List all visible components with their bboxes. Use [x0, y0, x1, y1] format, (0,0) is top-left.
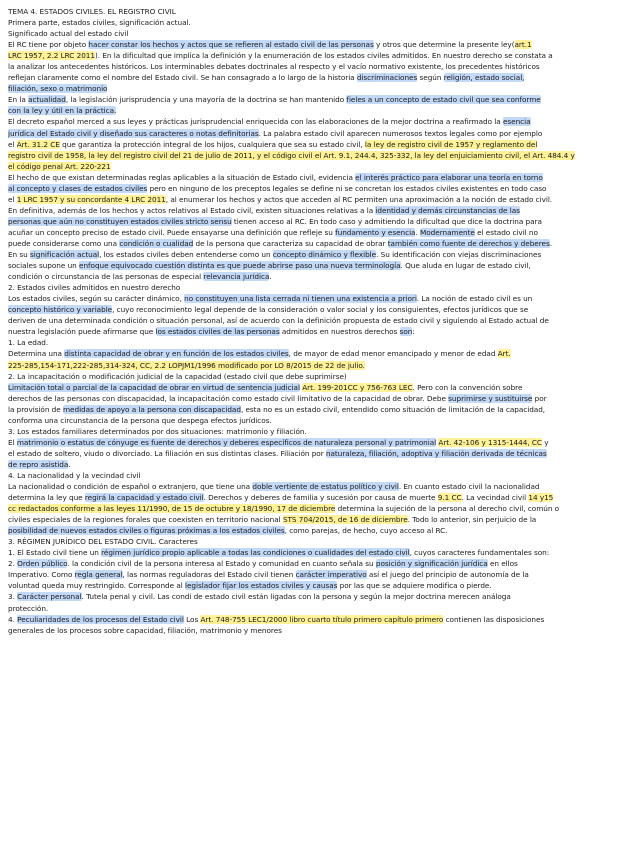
text-line	[8, 591, 628, 602]
highlight-yellow: Art. 748-755 LEC1/2000 libro cuarto título primero capítulo primero	[200, 614, 444, 624]
highlight-blue: no constituyen una lista cerrada ni tienen una existencia a priori	[184, 294, 417, 304]
highlight-blue: legislador fijar los estados civiles y causas	[184, 581, 338, 591]
highlight-blue: hacer constar los hechos y actos que se refieren al estado civil de las personas	[88, 40, 374, 50]
text-line	[8, 536, 628, 547]
text-line	[8, 72, 628, 83]
text-span: . Derechos y deberes de familia y sucesión por causa de muerte	[203, 493, 438, 503]
text-span: la provisión de	[8, 404, 63, 414]
text-line	[8, 183, 628, 194]
text-span: que garantiza la protección integral de los hijos, cualquiera que sea su estado civil,	[59, 139, 365, 149]
text-span: En definitiva, además de los hechos y actos relativos al Estado civil, existen situaciones relativas a la	[8, 205, 376, 215]
text-line	[8, 139, 628, 150]
highlight-yellow: Art.	[497, 349, 511, 359]
text-line	[8, 17, 628, 28]
text-span: Imperativo. Como	[8, 570, 75, 580]
text-line	[8, 315, 628, 326]
text-span: . Pero con la convención sobre	[412, 382, 523, 392]
text-line	[8, 547, 628, 558]
text-span: admitidos en nuestros derechos	[279, 327, 400, 337]
text-span: sociales supone un	[8, 261, 79, 271]
highlight-blue: distinta capacidad de obrar y en función de los estados civiles	[64, 349, 289, 359]
text-span: así el juego del principio de autonomía de la	[366, 570, 529, 580]
text-span: , la legislación jurisprudencia y una mayoría de la doctrina se han mantenido	[65, 95, 347, 105]
text-span: 3. RÉGIMEN JURÍDICO DEL ESTADO CIVIL. Caracteres	[8, 537, 198, 547]
text-line	[8, 293, 628, 304]
text-line	[8, 514, 628, 525]
highlight-blue: matrimonio o estatus de cónyuge es fuente de derechos y deberes específicos de naturaleza personal y patrimonial	[16, 437, 437, 447]
text-line	[8, 238, 628, 249]
text-span: según	[417, 73, 444, 83]
text-line	[8, 94, 628, 105]
text-span: El RC tiene por objeto	[8, 40, 89, 50]
text-line	[8, 503, 628, 514]
text-span: El decreto español merced a sus leyes y prácticas jurisprudencial enriquecida con las elaboraciones de la mejor doctrina a reafirmado la	[8, 117, 503, 127]
highlight-blue: naturaleza, filiación, adoptiva y filiación derivada de técnicas	[325, 448, 547, 458]
text-line	[8, 28, 628, 39]
highlight-blue: son	[399, 327, 413, 337]
highlight-yellow: Art. 42-106 y 1315-1444, CC	[438, 437, 542, 447]
text-line	[8, 205, 628, 216]
text-span: El hecho de que existan determinadas reglas aplicables a la situación de Estado civil, evidencia	[8, 172, 356, 182]
text-span: .	[68, 459, 71, 469]
highlight-blue: al concepto y clases de estados civiles	[8, 183, 148, 193]
text-line	[8, 83, 628, 94]
text-span: por	[532, 393, 547, 403]
text-span: la analizar los antecedentes históricos. Los interminables debates doctrinales al respecto y el vacío normativo existente, los precedentes históricos	[8, 62, 540, 72]
text-span: :	[412, 327, 415, 337]
highlight-blue: concepto dinámico y flexible	[272, 250, 377, 260]
text-span: el estado civil no	[474, 227, 538, 237]
highlight-blue: Orden público	[17, 559, 68, 569]
text-span: determina la ley que	[8, 493, 85, 503]
highlight-blue: regirá la capacidad y estado civil	[84, 493, 204, 503]
text-span: por las que se adquiere modifica o pierde.	[337, 581, 492, 591]
text-span: . La noción de estado civil es un	[416, 294, 533, 304]
text-line	[8, 360, 628, 371]
highlight-blue: Modernamente	[420, 227, 475, 237]
text-span: . Tutela penal y civil. Las condi de estado civil están ligadas con la persona y según la mejor doctrina merecen análoga	[81, 592, 511, 602]
text-span: . En cuanto estado civil la nacionalidad	[398, 482, 540, 492]
highlight-yellow: 1 LRC 1957 y su concordante 4 LRC 2011	[16, 194, 166, 204]
text-line	[8, 525, 628, 536]
text-line	[8, 393, 628, 404]
highlight-blue: con la ley y útil en la práctica.	[8, 106, 117, 116]
text-line	[8, 625, 628, 636]
text-span: 3. Los estados familiares determinados por dos situaciones: matrimonio y filiación.	[8, 426, 307, 436]
text-span: . La palabra estado civil aparecen numerosos textos legales como por ejemplo	[258, 128, 543, 138]
highlight-blue: filiación, sexo o matrimonio	[8, 84, 108, 94]
highlight-yellow: 14 y15	[528, 493, 554, 503]
text-span: y	[541, 437, 549, 447]
text-span: el	[8, 139, 17, 149]
text-span: tienen acceso al RC. En todo caso y admitiendo la dificultad que dice la doctrina para	[231, 216, 542, 226]
text-line	[8, 337, 628, 348]
text-span: el estado de soltero, viudo o divorciado. La filiación en sus distintas clases. Filiación por	[8, 448, 326, 458]
text-span: , cuyo reconocimiento legal depende de la consideración o valor social y los consiguientes, efectos jurídicos que se	[112, 305, 529, 315]
text-span: , los estados civiles deben entenderse como un	[99, 250, 273, 260]
text-line	[8, 459, 628, 470]
highlight-blue: condición o cualidad	[119, 238, 194, 248]
text-line	[8, 194, 628, 205]
text-line	[8, 437, 628, 448]
text-span: pero en ninguno de los preceptos legales se define ni se concretan los estados civiles existentes en todo caso	[147, 183, 547, 193]
text-line	[8, 282, 628, 293]
text-span: determina la sujeción de la persona al derecho civil, común o	[335, 504, 560, 514]
text-span: 2. La incapacitación o modificación judicial de la capacidad (estado civil que debe suprimirse)	[8, 371, 347, 381]
text-line	[8, 569, 628, 580]
text-line	[8, 150, 628, 161]
text-span: , cuyos caracteres fundamentales son:	[409, 548, 550, 558]
highlight-blue: de repro asistida	[8, 459, 69, 469]
text-span: deriven de una determinada condición o situación personal, así de acuerdo con la definición propuesta de estado civil y siguiendo al Estado actual de	[8, 316, 549, 326]
highlight-yellow: Art. 31.2 CE	[16, 139, 60, 149]
text-span: . La vecindad civil	[461, 493, 529, 503]
text-span: Significado actual del estado civil	[8, 29, 129, 39]
highlight-blue: Carácter personal	[17, 592, 82, 602]
text-line	[8, 50, 628, 61]
highlight-yellow: el código penal Art. 220-221	[8, 161, 111, 171]
text-line	[8, 216, 628, 227]
text-line	[8, 304, 628, 315]
text-line	[8, 249, 628, 260]
text-span: El	[8, 437, 17, 447]
highlight-yellow: cc redactados conforme a las leyes 11/1990, de 15 de octubre y 18/1990, 17 de diciembre	[8, 504, 336, 514]
highlight-yellow: registro civil de 1958, la ley del registro civil del 21 de julio de 2011, y el código civil el Art. 9.1, 244.4, 325-332, la ley del enjuiciamiento civil, el Art. 484.4 y	[8, 150, 575, 160]
text-span: voluntad queda muy restringido. Corresponde al	[8, 581, 185, 591]
text-line	[8, 426, 628, 437]
text-span: puede considerarse como una	[8, 238, 120, 248]
text-line	[8, 271, 628, 282]
highlight-blue: Limitación total o parcial de la capacidad de obrar en virtud de sentencia judicial	[8, 382, 300, 392]
highlight-blue: personas que aún no constituyen estados civiles stricto sensu	[8, 216, 232, 226]
highlight-blue: regla general	[74, 570, 123, 580]
text-line	[8, 105, 628, 116]
text-span: , las normas reguladoras del Estado civil tienen	[122, 570, 296, 580]
highlight-yellow: LRC 1957, 2.2 LRC 2011	[8, 51, 95, 61]
highlight-blue: esencia	[502, 117, 531, 127]
text-span: en ellos	[487, 559, 518, 569]
text-span: La nacionalidad o condición de español o extranjero, que tiene una	[8, 482, 253, 492]
text-line	[8, 161, 628, 172]
highlight-blue: jurídica del Estado civil y diseñado sus caracteres o notas definitorias	[8, 128, 259, 138]
text-span: 2. Estados civiles admitidos en nuestro derecho	[8, 283, 181, 293]
text-line	[8, 492, 628, 503]
text-span: civiles especiales de la regiones forales que coexisten en territorio nacional	[8, 515, 283, 525]
text-line	[8, 558, 628, 569]
highlight-blue: significación actual	[30, 250, 100, 260]
text-span: Primera parte, estados civiles, significación actual.	[8, 18, 191, 28]
text-line	[8, 116, 628, 127]
text-span: conforma una circunstancia de la persona que despega efectos jurídicos.	[8, 415, 272, 425]
text-span: .	[549, 238, 552, 248]
highlight-blue: identidad y demás circunstancias de las	[375, 205, 520, 215]
text-span: Los	[183, 614, 201, 624]
highlight-blue: medidas de apoyo a la persona con discapacidad	[62, 404, 241, 414]
text-span: .	[415, 227, 421, 237]
text-span: TEMA 4. ESTADOS CIVILES. EL REGISTRO CIVIL	[8, 7, 176, 16]
highlight-yellow: STS 704/2015, de 16 de diciembre	[282, 515, 408, 525]
highlight-blue: doble vertiente de estatus político y civil	[252, 482, 399, 492]
text-span: derechos de las personas con discapacidad, la incapacitación como estado civil limitativo de la capacidad de obrar. Debe	[8, 393, 449, 403]
highlight-blue: discriminaciones	[356, 73, 418, 83]
text-line	[8, 61, 628, 72]
highlight-blue: fundamento y esencia	[335, 227, 416, 237]
text-span: . Todo lo anterior, sin perjuicio de la	[407, 515, 537, 525]
text-span: , de mayor de edad menor emancipado y menor de edad	[288, 349, 498, 359]
text-line	[8, 382, 628, 393]
highlight-yellow: 9.1 CC	[437, 493, 462, 503]
highlight-blue: los estados civiles de las personas	[155, 327, 280, 337]
text-span: el	[8, 194, 17, 204]
text-span: nuestra legislación puede afirmarse que	[8, 327, 156, 337]
text-line	[8, 415, 628, 426]
highlight-blue: enfoque equivocado cuestión distinta es que puede abrirse paso una nueva terminología	[79, 261, 401, 271]
text-span: Determina una	[8, 349, 65, 359]
text-line	[8, 326, 628, 337]
text-span: En su	[8, 250, 31, 260]
text-span: 4.	[8, 614, 18, 624]
highlight-blue: también como fuente de derechos y deberes	[387, 238, 550, 248]
text-line	[8, 580, 628, 591]
text-line	[8, 172, 628, 183]
text-span: de la persona que caracteriza su capacidad de obrar	[193, 238, 388, 248]
highlight-blue: el interés práctico para elaborar una teoría en torno	[355, 172, 543, 182]
highlight-blue: actualidad	[28, 95, 66, 105]
text-line	[8, 39, 628, 50]
text-span: protección.	[8, 603, 49, 613]
text-span: . la condición civil de la persona interesa al Estado y comunidad en cuanto señala su	[67, 559, 376, 569]
highlight-yellow: art.1	[514, 40, 532, 50]
text-span: 4. La nacionalidad y la vecindad civil	[8, 470, 141, 480]
text-span: 3.	[8, 592, 18, 602]
text-line	[8, 371, 628, 382]
text-line	[8, 614, 628, 625]
text-span: 1. El Estado civil tiene un	[8, 548, 102, 558]
text-line	[8, 348, 628, 359]
text-line	[8, 260, 628, 271]
highlight-blue: relevancia jurídica	[203, 272, 270, 282]
text-span: 2.	[8, 559, 18, 569]
text-line	[8, 227, 628, 238]
text-span: , esta no es un estado civil, entendido como situación de limitación de la capacidad,	[240, 404, 546, 414]
text-span: contienen las disposiciones	[443, 614, 545, 624]
text-span: acuñar un concepto preciso de estado civil. Puede ensayarse una definición que refleje su	[8, 227, 336, 237]
text-line	[8, 448, 628, 459]
text-span: , al enumerar los hechos y actos que acceden al RC permiten una aproximación a la noción de estado civil.	[165, 194, 553, 204]
highlight-blue: suprimirse y sustituirse	[448, 393, 533, 403]
highlight-blue: posición y significación jurídica	[375, 559, 488, 569]
text-line	[8, 470, 628, 481]
highlight-blue: régimen jurídico propio aplicable a todas las condiciones o cualidades del estado civil	[101, 548, 410, 558]
text-span: condición o circunstancia de las personas de especial	[8, 272, 204, 282]
text-span: . Que aluda en lugar de estado civil,	[400, 261, 531, 271]
highlight-blue: religión, estado social,	[443, 73, 525, 83]
text-span: reflejan claramente como el nombre del Estado civil. Se han consagrado a lo largo de la historia	[8, 73, 357, 83]
highlight-blue: carácter imperativo	[295, 570, 367, 580]
text-line	[8, 404, 628, 415]
highlight-blue: concepto histórico y variable	[8, 305, 113, 315]
text-span: , como parejas, de hecho, cuyo acceso al RC.	[284, 526, 448, 536]
text-span: Los estados civiles, según su carácter dinámico,	[8, 294, 185, 304]
highlight-blue: Peculiaridades de los procesos del Estado civil	[17, 614, 184, 624]
text-span: generales de los procesos sobre capacidad, filiación, matrimonio y menores	[8, 625, 282, 635]
text-span: .	[269, 272, 272, 282]
text-line	[8, 128, 628, 139]
text-span: ). En la dificultad que implica la definición y la enumeración de los estados civiles admitidos. En nuestro derecho se constata a	[94, 51, 553, 61]
text-line	[8, 481, 628, 492]
highlight-yellow: Art. 199-201CC y 756-763 LEC	[302, 382, 413, 392]
text-span: En la	[8, 95, 29, 105]
text-line	[8, 6, 628, 17]
text-span: 1. La edad.	[8, 338, 49, 348]
text-line	[8, 603, 628, 614]
highlight-yellow: la ley de registro civil de 1957 y reglamento del	[364, 139, 538, 149]
highlight-blue: fieles a un concepto de estado civil que sea conforme	[346, 95, 541, 105]
highlight-blue: posibilidad de nuevos estados civiles o figuras próximas a los estados civiles	[8, 526, 285, 536]
text-span: . Su identificación con viejas discriminaciones	[376, 250, 542, 260]
text-span: y otros que determine la presente ley(	[373, 40, 515, 50]
highlight-yellow: 225-285,154-171,222-285,314-324, CC, 2.2 LOPJM1/1996 modificado por LO 8/2015 de 22 de julio.	[8, 360, 365, 370]
